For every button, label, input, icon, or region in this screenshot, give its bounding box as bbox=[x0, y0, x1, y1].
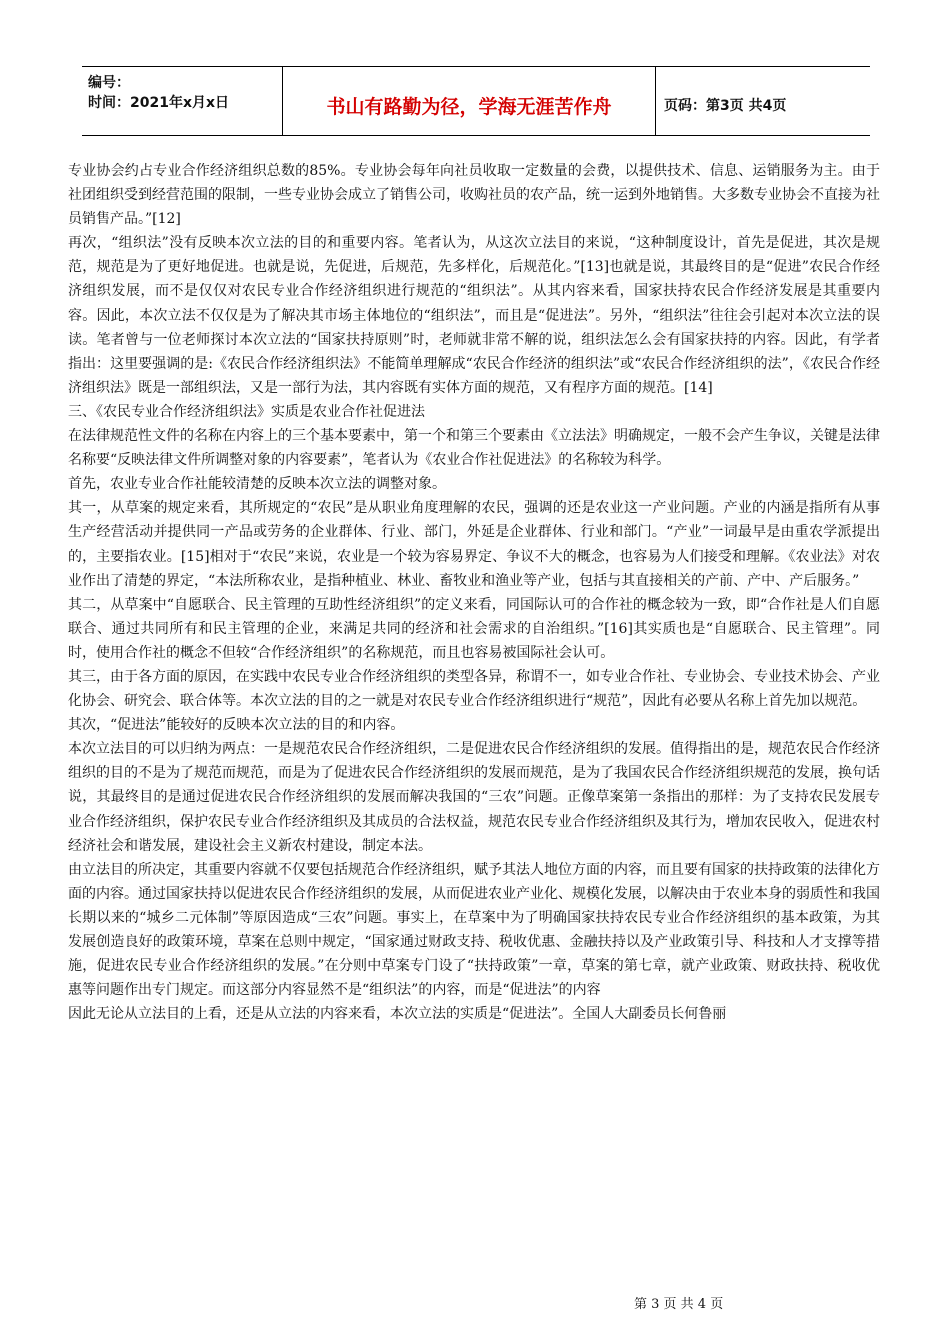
document-body bbox=[68, 159, 880, 1026]
body-paragraph: 再次，“组织法”没有反映本次立法的目的和重要内容。笔者认为，从这次立法目的来说，“这种制度设计，首先是促进，其次是规范，规范是为了更好地促进。也就是说，先促进，后规范，先多样化，后规范化。”[13]也就是说，其最终目的是“促进”农民合作经济组织发展，而不是仅仅对农民专业合作经济组织进行规范的“组织法”。从其内容来看，国家扶持农民合作经济发展是其重要内容。因此，本次立法不仅仅是为了解决其市场主体地位的“组织法”，而且是“促进法”。另外，“组织法”往往会引起对本次立法的误读。笔者曾与一位老师探讨本次立法的“国家扶持原则”时，老师就非常不解的说，组织法怎么会有国家扶持的内容。因此，有学者指出：这里要强调的是:《农民合作经济组织法》不能简单理解成“农民合作经济的组织法”或“农民合作经济组织的法”，《农民合作经济组织法》既是一部组织法，又是一部行为法，其内容既有实体方面的规范，又有程序方面的规范。[14] bbox=[68, 235, 880, 396]
header-motto: 书山有路勤为径，学海无涯苦作舟 bbox=[283, 67, 656, 135]
body-paragraph: 首先，农业专业合作社能较清楚的反映本次立法的调整对象。 bbox=[68, 476, 446, 493]
body-paragraph: 由立法目的所决定，其重要内容就不仅要包括规范合作经济组织，赋予其法人地位方面的内容，而且要有国家的扶持政策的法律化方面的内容。通过国家扶持以促进农民合作经济组织的发展，从而促进农业产业化、规模化发展，以解决由于农业本身的弱质性和我国长期以来的“城乡二元体制”等原因造成“三农”问题。事实上，在草案中为了明确国家扶持农民专业合作经济组织的基本政策，为其发展创造良好的政策环境，草案在总则中规定，“国家通过财政支持、税收优惠、金融扶持以及产业政策引导、科技和人才支撑等措施，促进农民专业合作经济组织的发展。”在分则中草案专门设了“扶持政策”一章，草案的第七章，就产业政策、财政扶持、税收优惠等问题作出专门规定。而这部分内容显然不是“组织法”的内容，而是“促进法”的内容 bbox=[68, 861, 880, 999]
body-paragraph: 其三，由于各方面的原因，在实践中农民专业合作经济组织的类型各异，称谓不一，如专业合作社、专业协会、专业技术协会、产业化协会、研究会、联合体等。本次立法的目的之一就是对农民专业合作经济组织进行“规范”，因此有必要从名称上首先加以规范。 bbox=[68, 668, 880, 710]
header-page-number: 页码：第3页 共4页 bbox=[664, 98, 787, 114]
body-paragraph: 专业协会约占专业合作经济组织总数的85%。专业协会每年向社员收取一定数量的会费，以提供技术、信息、运销服务为主。由于社团组织受到经营范围的限制，一些专业协会成立了销售公司，收购社员的农产品，统一运到外地销售。大多数专业协会不直接为社员销售产品。”[12] bbox=[68, 163, 880, 228]
document-number-label: 编号： bbox=[88, 75, 130, 91]
header-meta bbox=[82, 67, 283, 135]
body-paragraph: 其一，从草案的规定来看，其所规定的“农民”是从职业角度理解的农民，强调的还是农业这一产业问题。产业的内涵是指所有从事生产经营活动并提供同一产品或劳务的企业群体、行业、部门，外延是企业群体、行业和部门。“产业”一词最早是由重农学派提出的，主要指农业。[15]相对于“农民”来说，农业是一个较为容易界定、争议不大的概念，也容易为人们接受和理解。《农业法》对农业作出了清楚的界定，“本法所称农业，是指种植业、林业、畜牧业和渔业等产业，包括与其直接相关的产前、产中、产后服务。” bbox=[68, 500, 880, 589]
body-paragraph: 本次立法目的可以归纳为两点：一是规范农民合作经济组织，二是促进农民合作经济组织的发展。值得指出的是，规范农民合作经济组织的目的不是为了规范而规范，而是为了促进农民合作经济组织的发展而规范，是为了我国农民合作经济组织规范的发展，换句话说，其最终目的是通过促进农民合作经济组织的发展而解决我国的“三农”问题。正像草案第一条指出的那样：为了支持农民发展专业合作经济组织，保护农民专业合作经济组织及其成员的合法权益，规范农民专业合作经济组织及其行为，增加农民收入，促进农村经济社会和谐发展，建设社会主义新农村建设，制定本法。 bbox=[68, 741, 880, 854]
document-date-label: 时间：2021年x月x日 bbox=[88, 95, 230, 111]
body-paragraph: 其次，“促进法”能较好的反映本次立法的目的和内容。 bbox=[68, 717, 405, 734]
page-footer: 第 3 页 共 4 页 bbox=[634, 1297, 724, 1312]
body-paragraph: 其二，从草案中“自愿联合、民主管理的互助性经济组织”的定义来看，同国际认可的合作社的概念较为一致，即“合作社是人们自愿联合、通过共同所有和民主管理的企业，来满足共同的经济和社会需求的自治组织。”[16]其实质也是“自愿联合、民主管理”。同时，使用合作社的概念不但较“合作经济组织”的名称规范，而且也容易被国际社会认可。 bbox=[68, 596, 880, 661]
body-paragraph: 在法律规范性文件的名称在内容上的三个基本要素中，第一个和第三个要素由《立法法》明确规定，一般不会产生争议，关键是法律名称要“反映法律文件所调整对象的内容要素”，笔者认为《农业合作社促进法》的名称较为科学。 bbox=[68, 428, 880, 469]
section-heading: 三、《农民专业合作经济组织法》实质是农业合作社促进法 bbox=[68, 403, 425, 420]
page-header bbox=[82, 66, 870, 136]
body-paragraph: 因此无论从立法目的上看，还是从立法的内容来看，本次立法的实质是“促进法”。全国人大副委员长何鲁丽 bbox=[68, 1006, 727, 1023]
